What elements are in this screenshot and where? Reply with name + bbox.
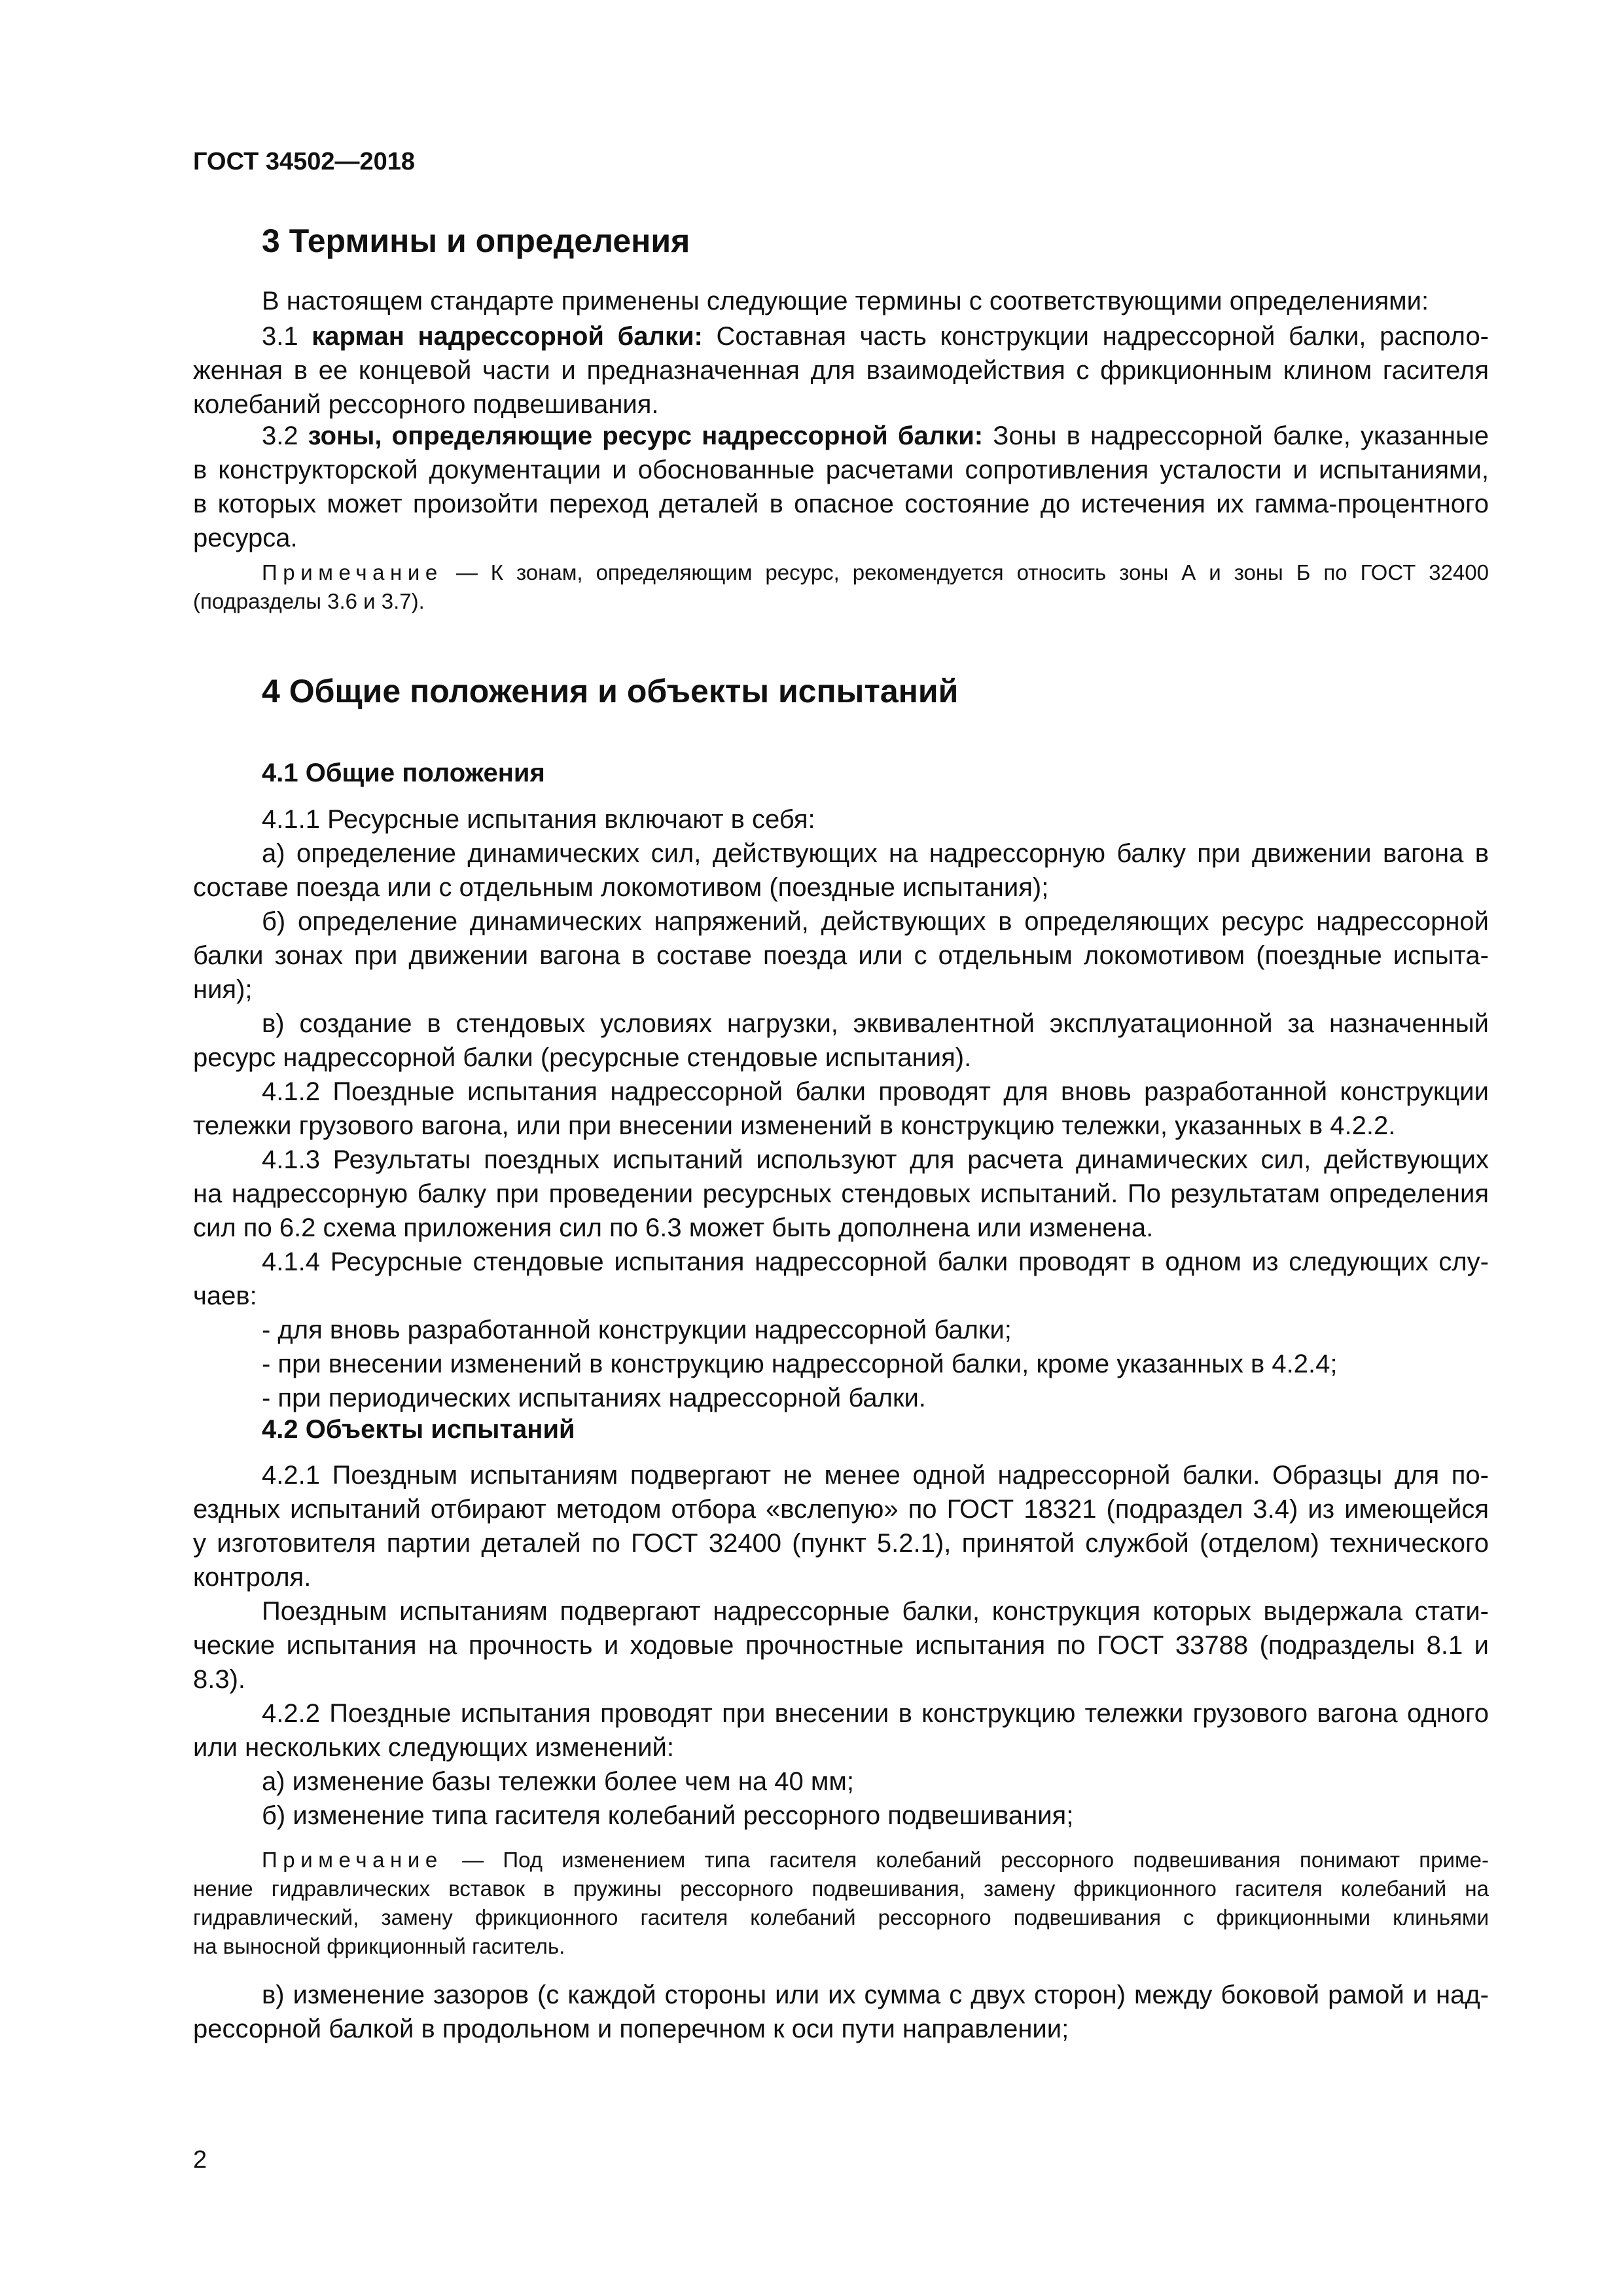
item-b-line1: б) определение динамических напряжений, действующих в определяющих ресурс надрессорной <box>262 907 1489 936</box>
item-4-2-2-b: б) изменение типа гасителя колебаний рессорного подвешивания; <box>262 1801 1074 1830</box>
dash-item-2: - при внесении изменений в конструкцию надрессорной балки, кроме указанных в 4.2.4; <box>262 1350 1338 1378</box>
note-4-2-text: — Под изменением типа гасителя колебаний рессорного подвешивания понимают приме- <box>462 1848 1489 1872</box>
item-b-line3: ния); <box>193 975 253 1004</box>
para-4-2-1-line3: у изготовителя партии деталей по ГОСТ 32400 (пункт 5.2.1), принятой службой (отделом) технического <box>193 1529 1489 1558</box>
term-3-1-number: 3.1 <box>262 322 298 351</box>
term-3-1-line1 <box>193 319 1489 353</box>
subsection-4-2-body <box>193 1458 1489 1833</box>
para-4-2-1b-line2: ческие испытания на прочность и ходовые прочностные испытания по ГОСТ 33788 (подразделы 8.1 и <box>193 1631 1489 1660</box>
section-3-note <box>193 558 1489 616</box>
note-label: Примечание <box>262 560 443 584</box>
para-4-1-3-line1: 4.1.3 Результаты поездных испытаний используют для расчета динамических сил, действующих <box>262 1145 1489 1174</box>
document-code: ГОСТ 34502—2018 <box>193 148 416 175</box>
item-b-line2: балки зонах при движении вагона в составе поезда или с отдельным локомотивом (поездные испыта- <box>193 941 1489 970</box>
para-4-2-1b-line1: Поездным испытаниям подвергают надрессорные балки, конструкция которых выдержала стати- <box>262 1597 1489 1626</box>
item-4-2-2-v <box>193 1978 1489 2046</box>
note-4-2-label: Примечание <box>262 1848 443 1872</box>
item-a-line1: а) определение динамических сил, действующих на надрессорную балку при движении вагона в <box>262 839 1489 868</box>
term-3-2-text: Зоны в надрессорной балке, указанные <box>993 422 1489 450</box>
term-3-1-term: карман надрессорной балки: <box>312 322 703 351</box>
para-4-2-1b-line3: 8.3). <box>193 1665 246 1694</box>
item-v-line2: ресурс надрессорной балки (ресурсные стендовые испытания). <box>193 1043 972 1072</box>
term-3-1 <box>193 319 1489 422</box>
para-4-1-1: 4.1.1 Ресурсные испытания включают в себя: <box>262 805 815 834</box>
item-4-2-2-v-line2: рессорной балкой в продольном и поперечном к оси пути направлении; <box>193 2015 1069 2043</box>
note-4-2-line3: гидравлический, замену фрикционного гасителя колебаний рессорного подвешивания с фрикционными клиньями <box>193 1905 1489 1929</box>
section-3-note-line2: (подразделы 3.6 и 3.7). <box>193 589 425 613</box>
para-4-2-1-line2: ездных испытаний отбирают методом отбора «вслепую» по ГОСТ 18321 (подраздел 3.4) из имеющейся <box>193 1495 1489 1524</box>
note-4-2-line1 <box>193 1846 1489 1874</box>
term-3-2-line3: в которых может произойти переход деталей в опасное состояние до истечения их гамма-процентного <box>193 490 1489 518</box>
term-3-1-line2: женная в ее концевой части и предназначенная для взаимодействия с фрикционным клином гасителя <box>193 356 1489 385</box>
section-4-title: 4 Общие положения и объекты испытаний <box>262 673 959 709</box>
section-3-title: 3 Термины и определения <box>262 223 690 259</box>
note-4-2-line2: нение гидравлических вставок в пружины рессорного подвешивания, замену фрикционного гасителя колебаний на <box>193 1876 1489 1901</box>
section-3-note-line1 <box>193 558 1489 587</box>
para-4-1-3-line2: на надрессорную балку при проведении ресурсных стендовых испытаний. По результатам определения <box>193 1179 1489 1208</box>
section-3-intro: В настоящем стандарте применены следующие термины с соответствующими определениями: <box>262 287 1429 315</box>
section-4-2-note <box>193 1846 1489 1961</box>
term-3-1-text: Составная часть конструкции надрессорной балки, располо- <box>716 322 1489 351</box>
para-4-1-3-line3: сил по 6.2 схема приложения сил по 6.3 может быть дополнена или изменена. <box>193 1213 1154 1242</box>
para-4-2-1-line4: контроля. <box>193 1563 312 1592</box>
item-a-line2: составе поезда или с отдельным локомотивом (поездные испытания); <box>193 873 1049 902</box>
para-4-1-2-line1: 4.1.2 Поездные испытания надрессорной балки проводят для вновь разработанной конструкции <box>262 1077 1489 1106</box>
term-3-2-line2: в конструкторской документации и обоснованные расчетами сопротивления усталости и испытаниями, <box>193 456 1489 484</box>
subsection-4-1-body <box>193 802 1489 1415</box>
item-4-2-2-a: а) изменение базы тележки более чем на 40 мм; <box>262 1767 854 1796</box>
note-4-2-line4: на выносной фрикционный гаситель. <box>193 1934 565 1958</box>
dash-item-3: - при периодических испытаниях надрессорной балки. <box>262 1384 926 1412</box>
term-3-2 <box>193 419 1489 555</box>
para-4-2-1-line1: 4.2.1 Поездным испытаниям подвергают не менее одной надрессорной балки. Образцы для по- <box>262 1461 1489 1490</box>
para-4-2-2-line2: или нескольких следующих изменений: <box>193 1733 674 1762</box>
page-number: 2 <box>193 2146 207 2174</box>
subsection-4-1-title: 4.1 Общие положения <box>262 759 545 787</box>
note-text: — К зонам, определяющим ресурс, рекомендуется относить зоны А и зоны Б по ГОСТ 32400 <box>455 560 1489 584</box>
term-3-2-line1 <box>193 419 1489 453</box>
para-4-1-4-line2: чаев: <box>193 1282 257 1310</box>
term-3-2-term: зоны, определяющие ресурс надрессорной балки: <box>308 422 984 450</box>
para-4-1-2-line2: тележки грузового вагона, или при внесении изменений в конструкцию тележки, указанных в 4.2.2. <box>193 1111 1396 1140</box>
item-v-line1: в) создание в стендовых условиях нагрузки, эквивалентной эксплуатационной за назначенный <box>262 1009 1489 1038</box>
subsection-4-2-title: 4.2 Объекты испытаний <box>262 1415 575 1444</box>
para-4-1-4-line1: 4.1.4 Ресурсные стендовые испытания надрессорной балки проводят в одном из следующих слу- <box>262 1247 1489 1276</box>
term-3-2-line4: ресурса. <box>193 524 298 552</box>
item-4-2-2-v-line1: в) изменение зазоров (с каждой стороны или их сумма с двух сторон) между боковой рамой и над- <box>262 1981 1489 2009</box>
para-4-2-2-line1: 4.2.2 Поездные испытания проводят при внесении в конструкцию тележки грузового вагона одного <box>262 1699 1489 1728</box>
term-3-1-line3: колебаний рессорного подвешивания. <box>193 390 659 419</box>
term-3-2-number: 3.2 <box>262 422 298 450</box>
dash-item-1: - для вновь разработанной конструкции надрессорной балки; <box>262 1316 1012 1344</box>
